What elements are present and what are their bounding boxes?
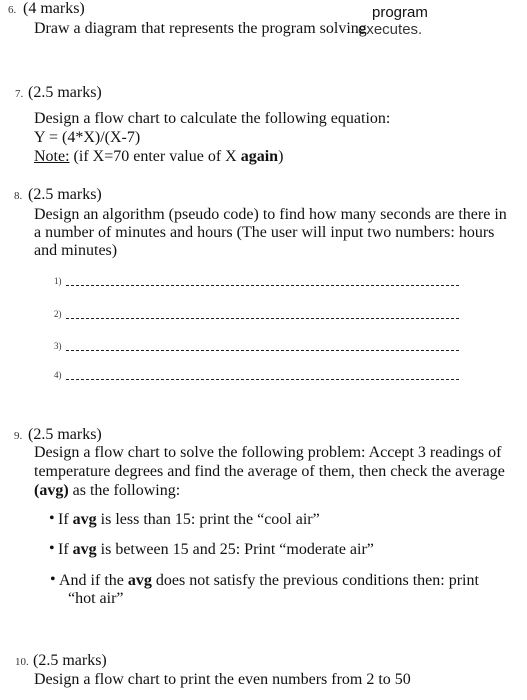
q6-number: 6. — [8, 4, 17, 16]
q10-marks: (2.5 marks) — [33, 652, 107, 669]
answer-line — [66, 379, 459, 380]
q9-avg-label: (avg) — [34, 482, 69, 499]
q7-line1: Design a flow chart to calculate the following equation: — [34, 110, 391, 127]
q6-overlay-tail: executes. — [358, 21, 423, 38]
bullet-dot: • — [50, 571, 56, 588]
answer-line — [66, 350, 459, 351]
q9-line2: temperature degrees and find the average of them, then check the average — [34, 463, 505, 480]
q9-bullet-3: And if the avg does not satisfy the previous conditions then: print — [59, 572, 479, 589]
q10-number: 10. — [15, 656, 29, 668]
bullet-dot: • — [49, 540, 55, 557]
q8-marks: (2.5 marks) — [28, 186, 102, 203]
q8-line2: a number of minutes and hours (The user will input two numbers: hours — [34, 224, 495, 241]
answer-line-label: 4) — [54, 370, 62, 380]
q8-line1: Design an algorithm (pseudo code) to find how many seconds are there in — [34, 206, 507, 223]
q9-bullet-1: If avg is less than 15: print the “cool air” — [58, 511, 320, 528]
q7-marks: (2.5 marks) — [28, 84, 102, 101]
q9-line3: (avg) as the following: — [34, 482, 181, 499]
q10-line1: Design a flow chart to print the even numbers from 2 to 50 — [34, 671, 411, 688]
q6-overlay-word: program — [372, 4, 428, 21]
q6-text: Draw a diagram that represents the program solving — [34, 20, 367, 37]
answer-line-label: 1) — [54, 276, 62, 286]
q7-number: 7. — [15, 88, 24, 100]
q8-number: 8. — [14, 190, 23, 202]
q7-note-label: Note: — [34, 148, 70, 165]
q6-marks: (4 marks) — [23, 0, 85, 17]
answer-line — [66, 318, 459, 319]
q9-line1: Design a flow chart to solve the following problem: Accept 3 readings of — [34, 444, 502, 461]
bullet-dot: • — [49, 510, 55, 527]
answer-line — [66, 285, 459, 286]
q9-bullet-2: If avg is between 15 and 25: Print “moderate air” — [58, 541, 374, 558]
q7-note: Note: (if X=70 enter value of X again) — [34, 148, 284, 165]
q7-equation: Y = (4*X)/(X-7) — [34, 129, 141, 146]
answer-line-label: 3) — [54, 341, 62, 351]
q9-bullet-3-line2: “hot air” — [68, 590, 124, 607]
q8-line3: and minutes) — [34, 242, 118, 259]
answer-line-label: 2) — [54, 309, 62, 319]
q9-number: 9. — [14, 430, 23, 442]
q9-marks: (2.5 marks) — [28, 426, 102, 443]
